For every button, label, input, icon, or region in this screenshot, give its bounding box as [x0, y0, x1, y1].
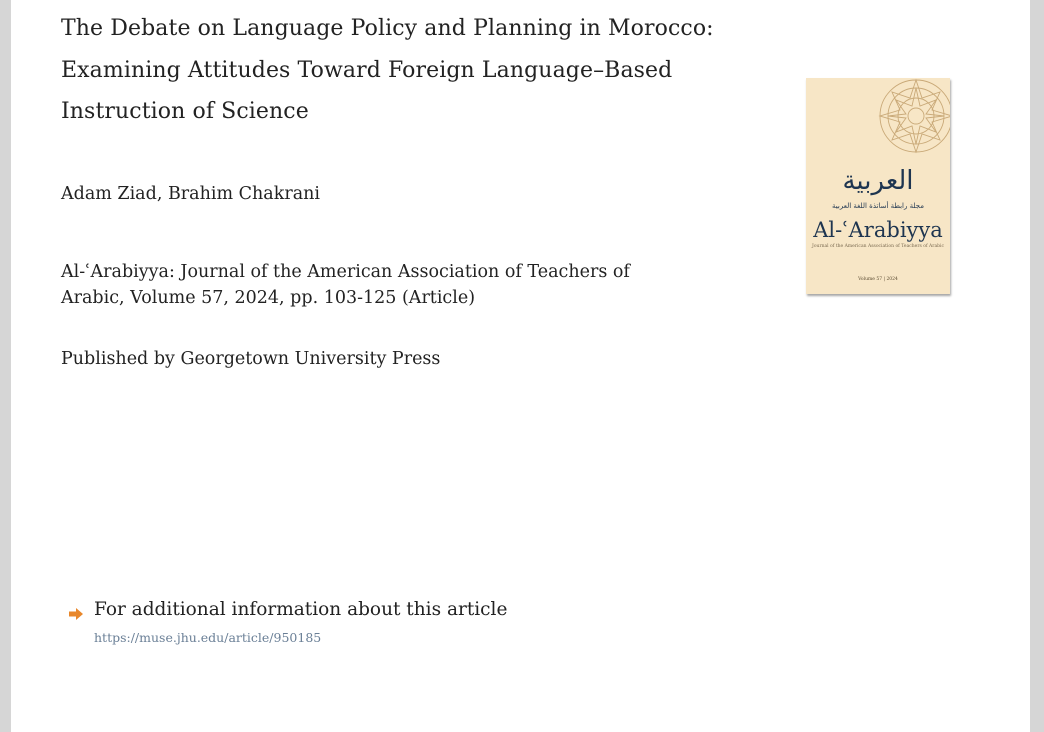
more-info-label: For additional information about this article [94, 599, 508, 620]
article-url-link[interactable]: https://muse.jhu.edu/article/950185 [94, 630, 322, 645]
cover-arabic-subtitle: مجلة رابطة أساتذة اللغة العربية [832, 202, 924, 210]
cover-english-title: Al-ʿArabiyya [813, 218, 943, 242]
journal-cover-image [806, 78, 950, 294]
article-citation [61, 259, 630, 311]
article-title-line: Examining Attitudes Toward Foreign Language–Based [61, 57, 673, 83]
arrow-right-icon [68, 607, 84, 621]
document-page [11, 0, 1030, 732]
citation-line: Al-ʿArabiyya: Journal of the American Association of Teachers of [61, 262, 630, 282]
citation-line: Arabic, Volume 57, 2024, pp. 103-125 (Article) [61, 288, 476, 308]
cover-arabic-title: العربية [842, 166, 914, 196]
article-title-line: Instruction of Science [61, 99, 309, 124]
article-title [61, 8, 714, 133]
cover-english-subtitle: Journal of the American Association of Teachers of Arabic [812, 244, 944, 249]
cover-volume-line: Volume 57 | 2024 [858, 277, 898, 282]
article-title-line: The Debate on Language Policy and Planning in Morocco: [61, 16, 714, 41]
article-authors: Adam Ziad, Brahim Chakrani [61, 184, 320, 204]
publisher-line: Published by Georgetown University Press [61, 349, 441, 369]
ornament-icon [876, 78, 950, 156]
